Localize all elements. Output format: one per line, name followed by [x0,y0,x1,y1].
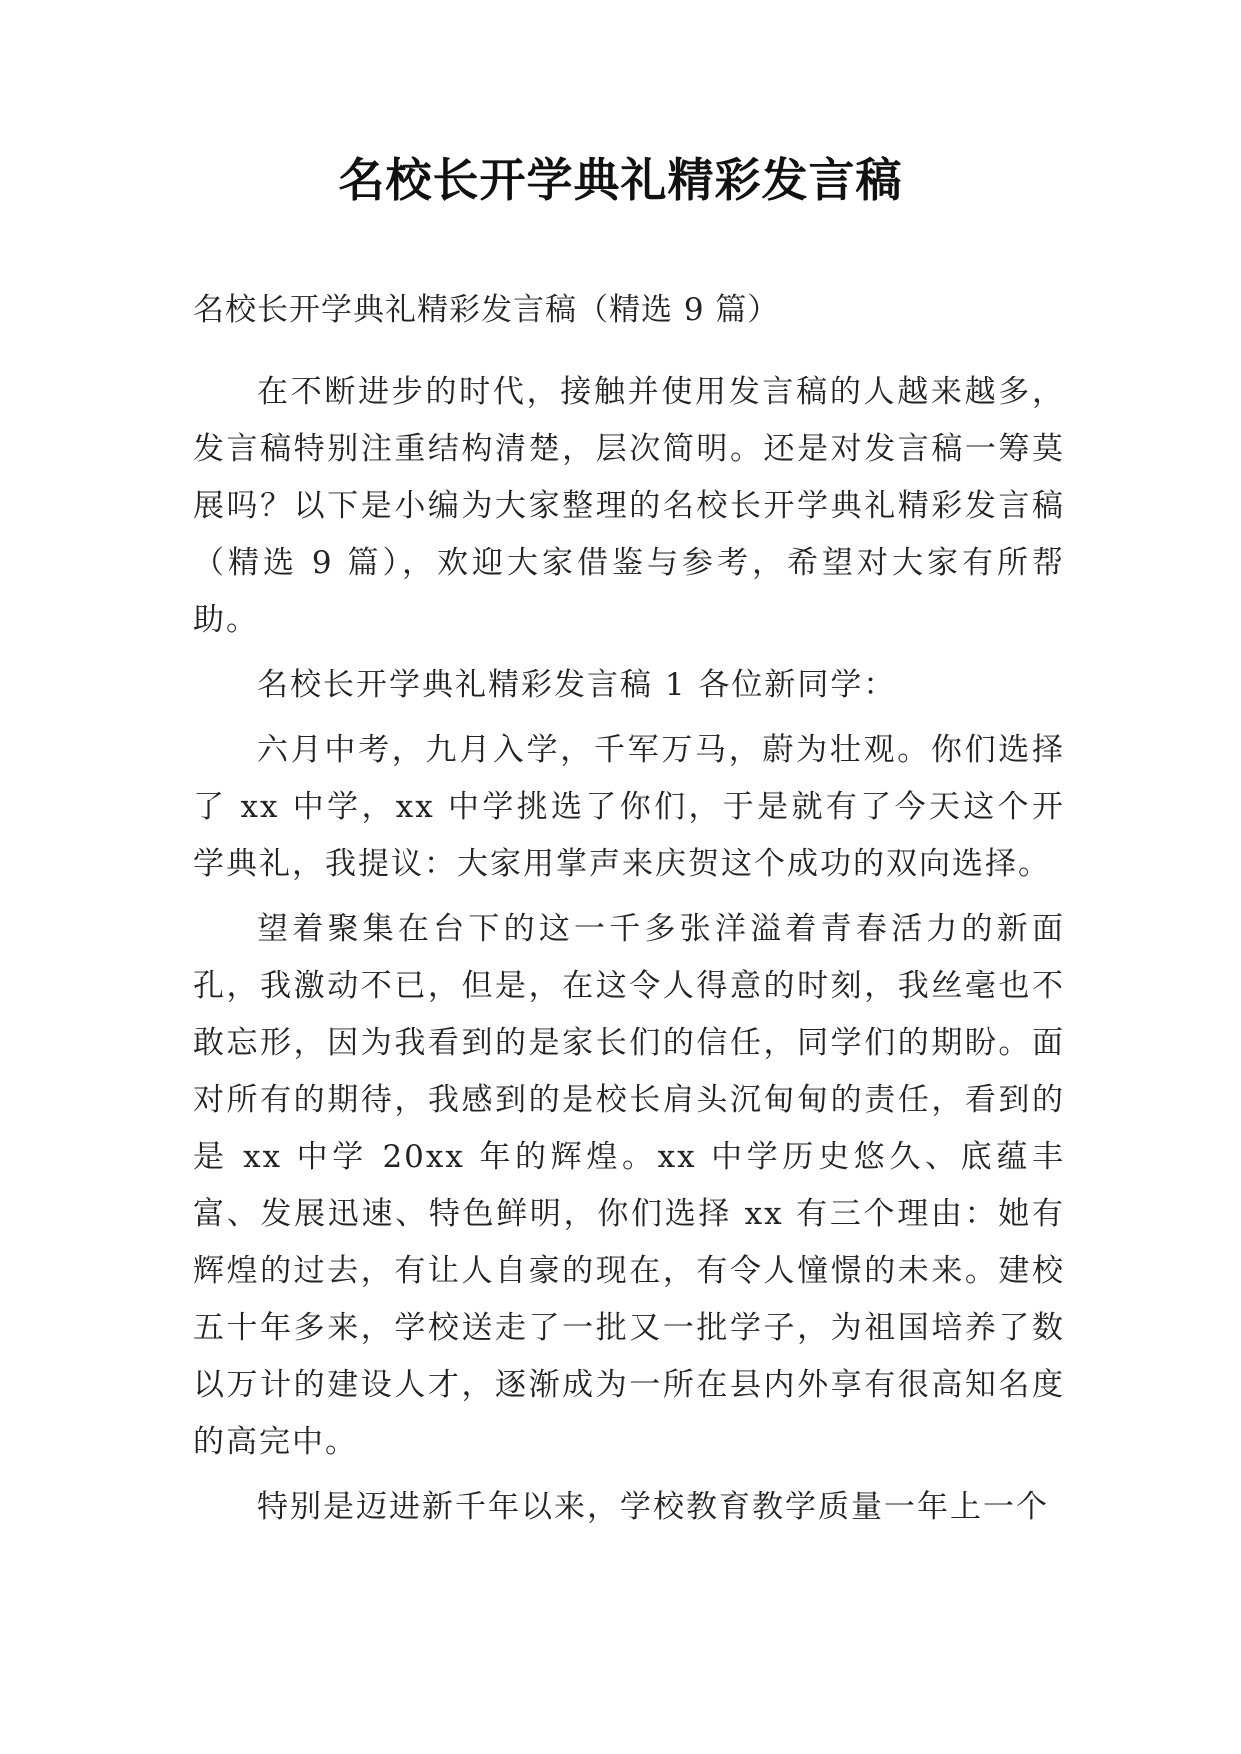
document-title: 名校长开学典礼精彩发言稿 [338,153,903,207]
document-subtitle: 名校长开学典礼精彩发言稿（精选 9 篇） [193,292,780,328]
body-paragraph: 特别是迈进新千年以来，学校教育教学质量一年上一个 [257,1489,1049,1525]
document-body [193,290,1065,1536]
intro-paragraph: 在不断进步的时代，接触并使用发言稿的人越来越多，发言稿特别注重结构清楚，层次简明。还是对发言稿一筹莫展吗？以下是小编为大家整理的名校长开学典礼精彩发言稿（精选 9 篇），欢迎大家借鉴与参考，希望对大家有所帮助。 [193,374,1065,638]
speech-heading-paragraph: 名校长开学典礼精彩发言稿 1 各位新同学： [257,667,897,703]
body-paragraph: 望着聚集在台下的这一千多张洋溢着青春活力的新面孔，我激动不已，但是，在这令人得意的时刻，我丝毫也不敢忘形，因为我看到的是家长们的信任，同学们的期盼。面对所有的期待，我感到的是校长肩头沉甸甸的责任，看到的是 xx 中学 20xx 年的辉煌。xx 中学历史悠久、底蕴丰富、发展迅速、特色鲜明，你们选择 xx 有三个理由：她有辉煌的过去，有让人自豪的现在，有令人憧憬的未来。建校五十年多来，学校送走了一批又一批学子，为祖国培养了数以万计的建设人才，逐渐成为一所在县内外享有很高知名度的高完中。 [193,911,1065,1460]
body-paragraph: 六月中考，九月入学，千军万马，蔚为壮观。你们选择了 xx 中学，xx 中学挑选了你们，于是就有了今天这个开学典礼，我提议：大家用掌声来庆贺这个成功的双向选择。 [193,732,1065,882]
